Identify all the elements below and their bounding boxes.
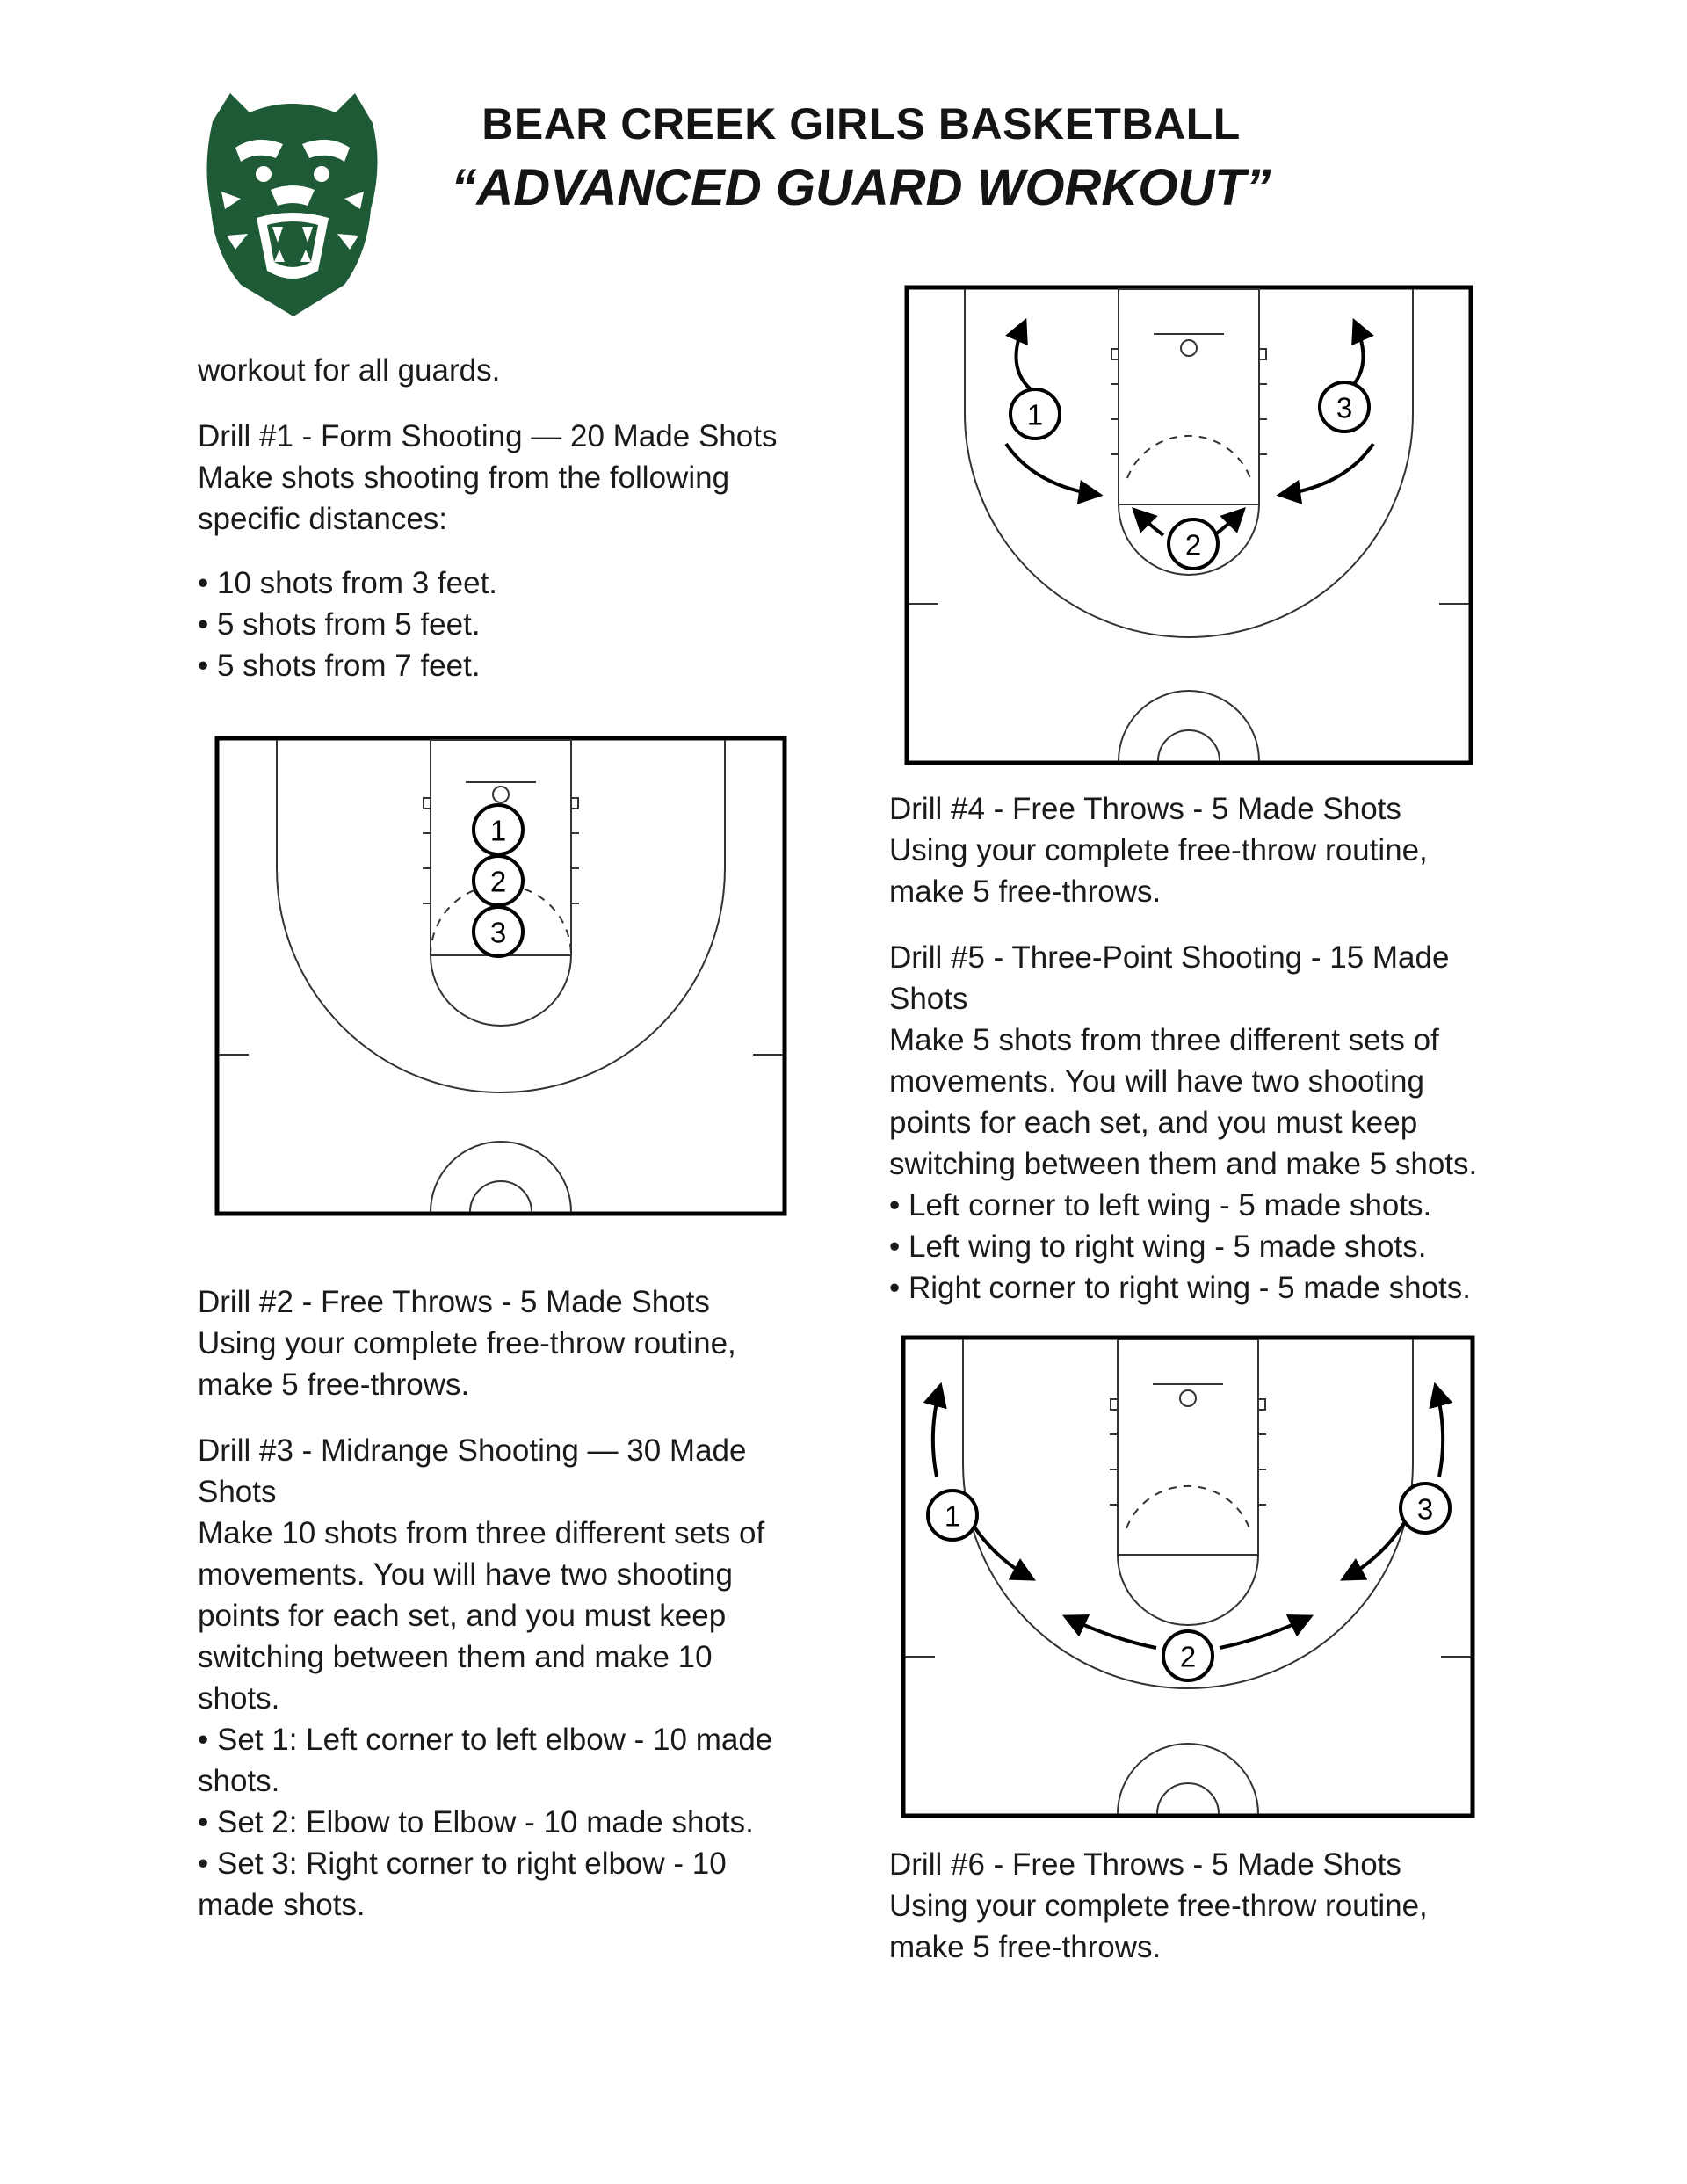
drill3-bullet: shots. xyxy=(198,1764,280,1798)
shot-spot-2 xyxy=(1163,1631,1213,1680)
drill5-desc-line: points for each set, and you must keep xyxy=(889,1106,1418,1140)
bear-logo xyxy=(195,86,390,320)
svg-text:2: 2 xyxy=(489,865,507,898)
drill5-bullet: • Left corner to left wing - 5 made shots. xyxy=(889,1188,1432,1223)
drill1-desc-line: specific distances: xyxy=(198,502,448,536)
svg-text:2: 2 xyxy=(1184,528,1202,562)
drill3-desc-line: Make 10 shots from three different sets of xyxy=(198,1516,765,1550)
drill4-drill5-section xyxy=(889,788,1522,1309)
shot-spot-1 xyxy=(1010,389,1060,439)
shot-spot-3 xyxy=(474,907,523,956)
drill3-desc-line: points for each set, and you must keep xyxy=(198,1599,727,1633)
drill3-title: Shots xyxy=(198,1475,277,1509)
drill3-desc-line: movements. You will have two shooting xyxy=(198,1557,733,1592)
drill4-desc-line: Using your complete free-throw routine, xyxy=(889,833,1428,867)
svg-text:1: 1 xyxy=(489,814,507,847)
drill4-title: Drill #4 - Free Throws - 5 Made Shots xyxy=(889,792,1401,826)
drill1-section xyxy=(198,350,813,686)
svg-text:1: 1 xyxy=(944,1499,961,1533)
drill1-desc-line: Make shots shooting from the following xyxy=(198,461,730,495)
drill2-desc-line: make 5 free-throws. xyxy=(198,1368,470,1402)
drill6-desc-line: make 5 free-throws. xyxy=(889,1930,1162,1964)
drill6-title: Drill #6 - Free Throws - 5 Made Shots xyxy=(889,1847,1401,1882)
svg-text:3: 3 xyxy=(1336,391,1353,424)
svg-text:3: 3 xyxy=(1416,1492,1434,1526)
drill1-bullet: • 10 shots from 3 feet. xyxy=(198,566,498,600)
svg-text:1: 1 xyxy=(1026,398,1044,432)
drill2-desc-line: Using your complete free-throw routine, xyxy=(198,1326,736,1360)
drill5-desc-line: Make 5 shots from three different sets of xyxy=(889,1023,1439,1057)
drill6-desc-line: Using your complete free-throw routine, xyxy=(889,1889,1428,1923)
shot-spot-1 xyxy=(928,1491,977,1540)
drill3-desc-line: switching between them and make 10 xyxy=(198,1640,713,1674)
drill5-bullet: • Left wing to right wing - 5 made shots. xyxy=(889,1230,1427,1264)
drill5-desc-line: movements. You will have two shooting xyxy=(889,1064,1424,1099)
drill2-drill3-section xyxy=(198,1281,813,1926)
drill1-bullet: • 5 shots from 7 feet. xyxy=(198,649,481,683)
drill3-bullet: • Set 3: Right corner to right elbow - 10 xyxy=(198,1847,727,1881)
drill3-title: Drill #3 - Midrange Shooting — 30 Made xyxy=(198,1433,747,1468)
drill3-bullet: • Set 2: Elbow to Elbow - 10 made shots. xyxy=(198,1805,754,1839)
drill1-title: Drill #1 - Form Shooting — 20 Made Shots xyxy=(198,419,778,453)
drill6-section xyxy=(889,1844,1522,1968)
drill4-desc-line: make 5 free-throws. xyxy=(889,874,1162,909)
page-subtitle: “ADVANCED GUARD WORKOUT” xyxy=(451,159,1271,216)
drill5-title: Drill #5 - Three-Point Shooting - 15 Made xyxy=(889,940,1450,975)
shot-spot-2 xyxy=(474,856,523,905)
shot-spot-3 xyxy=(1320,382,1369,432)
court-diagram-midrange xyxy=(905,286,1473,765)
drill5-title: Shots xyxy=(889,982,968,1016)
svg-text:2: 2 xyxy=(1179,1640,1197,1673)
shot-spot-2 xyxy=(1169,519,1218,569)
drill3-bullet: made shots. xyxy=(198,1888,366,1922)
drill5-bullet: • Right corner to right wing - 5 made shots. xyxy=(889,1271,1471,1305)
shot-spot-1 xyxy=(474,805,523,854)
court-diagram-form-shooting xyxy=(215,736,786,1215)
page-title: BEAR CREEK GIRLS BASKETBALL xyxy=(481,99,1241,149)
svg-text:3: 3 xyxy=(489,916,507,949)
drill2-title: Drill #2 - Free Throws - 5 Made Shots xyxy=(198,1285,710,1319)
court-diagram-three-point xyxy=(901,1336,1474,1818)
intro-text: workout for all guards. xyxy=(198,353,501,388)
drill5-desc-line: switching between them and make 5 shots. xyxy=(889,1147,1478,1181)
drill1-bullet: • 5 shots from 5 feet. xyxy=(198,607,481,642)
shot-spot-3 xyxy=(1401,1484,1450,1533)
drill3-bullet: • Set 1: Left corner to left elbow - 10 made xyxy=(198,1723,773,1757)
drill3-desc-line: shots. xyxy=(198,1681,280,1716)
